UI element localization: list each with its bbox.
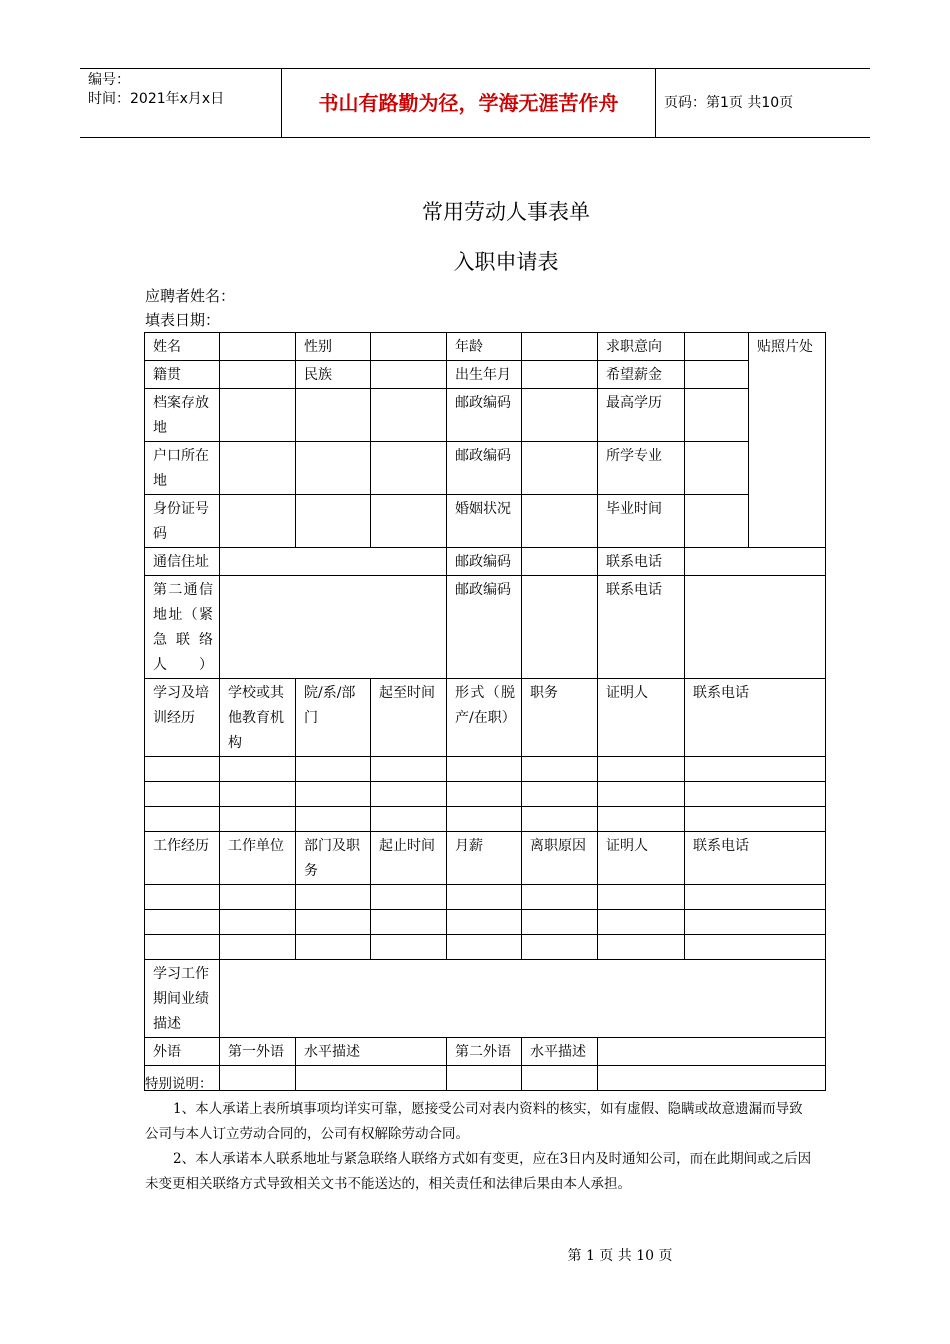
expected-salary-field[interactable] (685, 361, 749, 389)
second-language-label: 第二外语 (447, 1038, 522, 1066)
work-cell[interactable] (296, 910, 371, 935)
number-label: 编号： (88, 72, 130, 88)
household-location-label: 户口所在地 (145, 442, 220, 495)
work-cell[interactable] (220, 935, 296, 960)
graduation-time-field[interactable] (685, 495, 749, 548)
household-location-field-1[interactable] (220, 442, 296, 495)
name-label: 姓名 (145, 333, 220, 361)
performance-field[interactable] (220, 960, 826, 1038)
emergency-phone-field[interactable] (685, 576, 826, 679)
witness-header: 证明人 (598, 832, 685, 885)
monthly-salary-header: 月薪 (447, 832, 522, 885)
table-row (145, 782, 826, 807)
postal-code-label: 邮政编码 (447, 576, 522, 679)
archive-location-field-2[interactable] (296, 389, 371, 442)
dept-position-header: 部门及职务 (296, 832, 371, 885)
ethnicity-label: 民族 (296, 361, 371, 389)
expected-salary-label: 希望薪金 (598, 361, 685, 389)
contact-phone-header: 联系电话 (685, 832, 826, 885)
header-page-info: 页码：第1页 共10页 (664, 95, 794, 111)
table-row (145, 832, 826, 885)
graduation-time-label: 毕业时间 (598, 495, 685, 548)
birth-month-label: 出生年月 (447, 361, 522, 389)
work-cell[interactable] (685, 885, 826, 910)
work-cell[interactable] (447, 885, 522, 910)
form-title: 入职申请表 (453, 250, 559, 274)
table-row (145, 442, 826, 495)
school-header: 学校或其他教育机构 (220, 679, 296, 757)
ethnicity-field[interactable] (371, 361, 447, 389)
work-experience-label: 工作经历 (145, 832, 220, 885)
work-cell[interactable] (598, 885, 685, 910)
id-number-field-2[interactable] (296, 495, 371, 548)
work-cell[interactable] (296, 885, 371, 910)
table-row (145, 1038, 826, 1066)
edu-cell[interactable] (447, 757, 522, 782)
work-cell[interactable] (522, 885, 598, 910)
work-cell[interactable] (447, 935, 522, 960)
table-row (145, 935, 826, 960)
page-footer: 第 1 页 共 10 页 (567, 1248, 673, 1264)
postal-code-field[interactable] (522, 389, 598, 442)
table-row (145, 333, 826, 361)
gender-label: 性别 (296, 333, 371, 361)
edu-cell[interactable] (522, 757, 598, 782)
postal-code-label: 邮政编码 (447, 442, 522, 495)
edu-cell[interactable] (447, 807, 522, 832)
study-form-header: 形式（脱产/在职） (447, 679, 522, 757)
time-label: 时间：2021年x月x日 (88, 91, 225, 107)
foreign-language-label: 外语 (145, 1038, 220, 1066)
position-header: 职务 (522, 679, 598, 757)
edu-cell[interactable] (598, 757, 685, 782)
contact-phone-label: 联系电话 (598, 548, 685, 576)
work-cell[interactable] (296, 935, 371, 960)
second-address-field[interactable] (220, 576, 447, 679)
id-number-field-1[interactable] (220, 495, 296, 548)
native-place-label: 籍贯 (145, 361, 220, 389)
notes-heading: 特别说明： (145, 1076, 213, 1092)
contact-phone-header: 联系电话 (685, 679, 826, 757)
level-desc-label: 水平描述 (296, 1038, 447, 1066)
age-label: 年龄 (447, 333, 522, 361)
first-language-label: 第一外语 (220, 1038, 296, 1066)
birth-month-field[interactable] (522, 361, 598, 389)
gender-field[interactable] (371, 333, 447, 361)
postal-code-field[interactable] (522, 576, 598, 679)
archive-location-field-3[interactable] (371, 389, 447, 442)
work-unit-header: 工作单位 (220, 832, 296, 885)
edu-cell[interactable] (371, 782, 447, 807)
witness-header: 证明人 (598, 679, 685, 757)
work-cell[interactable] (598, 910, 685, 935)
work-cell[interactable] (220, 910, 296, 935)
photo-area[interactable]: 贴照片处 (749, 333, 826, 548)
edu-cell[interactable] (145, 782, 220, 807)
desired-position-label: 求职意向 (598, 333, 685, 361)
name-field[interactable] (220, 333, 296, 361)
special-notes (145, 1072, 813, 1197)
major-field[interactable] (685, 442, 749, 495)
table-row (145, 960, 826, 1038)
performance-label: 学习工作期间业绩描述 (145, 960, 220, 1038)
table-row (145, 389, 826, 442)
applicant-name-label: 应聘者姓名： (145, 287, 236, 305)
edu-cell[interactable] (685, 782, 826, 807)
period-header: 起至时间 (371, 679, 447, 757)
postal-code-field[interactable] (522, 548, 598, 576)
desired-position-field[interactable] (685, 333, 749, 361)
household-location-field-3[interactable] (371, 442, 447, 495)
edu-cell[interactable] (220, 782, 296, 807)
id-number-field-3[interactable] (371, 495, 447, 548)
edu-cell[interactable] (685, 807, 826, 832)
edu-cell[interactable] (522, 807, 598, 832)
postal-code-label: 邮政编码 (447, 548, 522, 576)
marital-status-field[interactable] (522, 495, 598, 548)
work-cell[interactable] (145, 935, 220, 960)
note-item-2: 2、本人承诺本人联系地址与紧急联络人联络方式如有变更，应在3日内及时通知公司，而在此期间或之后因未变更相关联络方式导致相关文书不能送达的，相关责任和法律后果由本人承担。 (145, 1151, 812, 1192)
highest-education-label: 最高学历 (598, 389, 685, 442)
edu-cell[interactable] (220, 757, 296, 782)
age-field[interactable] (522, 333, 598, 361)
work-period-header: 起止时间 (371, 832, 447, 885)
edu-cell[interactable] (296, 782, 371, 807)
table-row (145, 361, 826, 389)
work-cell[interactable] (145, 885, 220, 910)
note-item-1: 1、本人承诺上表所填事项均详实可靠，愿接受公司对表内资料的核实，如有虚假、隐瞒或故意遗漏而导致公司与本人订立劳动合同的，公司有权解除劳动合同。 (145, 1101, 803, 1142)
edu-cell[interactable] (145, 807, 220, 832)
edu-cell[interactable] (522, 782, 598, 807)
work-cell[interactable] (522, 910, 598, 935)
table-row (145, 548, 826, 576)
edu-cell[interactable] (296, 807, 371, 832)
leave-reason-header: 离职原因 (522, 832, 598, 885)
mailing-address-field[interactable] (220, 548, 447, 576)
table-row (145, 807, 826, 832)
work-cell[interactable] (447, 910, 522, 935)
marital-status-label: 婚姻状况 (447, 495, 522, 548)
table-row (145, 885, 826, 910)
id-number-label: 身份证号码 (145, 495, 220, 548)
major-label: 所学专业 (598, 442, 685, 495)
edu-cell[interactable] (685, 757, 826, 782)
work-cell[interactable] (220, 885, 296, 910)
header-slogan: 书山有路勤为径，学海无涯苦作舟 (282, 69, 656, 137)
edu-cell[interactable] (598, 807, 685, 832)
work-cell[interactable] (371, 885, 447, 910)
table-row (145, 576, 826, 679)
edu-cell[interactable] (145, 757, 220, 782)
contact-phone-label: 联系电话 (598, 576, 685, 679)
native-place-field[interactable] (220, 361, 296, 389)
archive-location-label: 档案存放地 (145, 389, 220, 442)
language-note-field[interactable] (598, 1038, 826, 1066)
education-training-label: 学习及培训经历 (145, 679, 220, 757)
edu-cell[interactable] (296, 757, 371, 782)
table-row (145, 757, 826, 782)
archive-location-field-1[interactable] (220, 389, 296, 442)
postal-code-field[interactable] (522, 442, 598, 495)
work-cell[interactable] (371, 935, 447, 960)
work-cell[interactable] (685, 935, 826, 960)
edu-cell[interactable] (371, 807, 447, 832)
header-meta (80, 69, 282, 137)
work-cell[interactable] (598, 935, 685, 960)
household-location-field-2[interactable] (296, 442, 371, 495)
second-address-label: 第二通信地址（紧急联络人） (145, 576, 220, 679)
edu-cell[interactable] (598, 782, 685, 807)
edu-cell[interactable] (447, 782, 522, 807)
work-cell[interactable] (145, 910, 220, 935)
department-header: 院/系/部门 (296, 679, 371, 757)
table-row (145, 910, 826, 935)
work-cell[interactable] (685, 910, 826, 935)
postal-code-label: 邮政编码 (447, 389, 522, 442)
document-title: 常用劳动人事表单 (422, 200, 590, 224)
level-desc-label: 水平描述 (522, 1038, 598, 1066)
edu-cell[interactable] (220, 807, 296, 832)
application-form-table (144, 332, 826, 1091)
table-row (145, 495, 826, 548)
mailing-address-label: 通信住址 (145, 548, 220, 576)
table-row (145, 679, 826, 757)
edu-cell[interactable] (371, 757, 447, 782)
highest-education-field[interactable] (685, 389, 749, 442)
fill-date-label: 填表日期： (145, 311, 221, 329)
work-cell[interactable] (371, 910, 447, 935)
work-cell[interactable] (522, 935, 598, 960)
contact-phone-field[interactable] (685, 548, 826, 576)
page-header (80, 68, 870, 138)
